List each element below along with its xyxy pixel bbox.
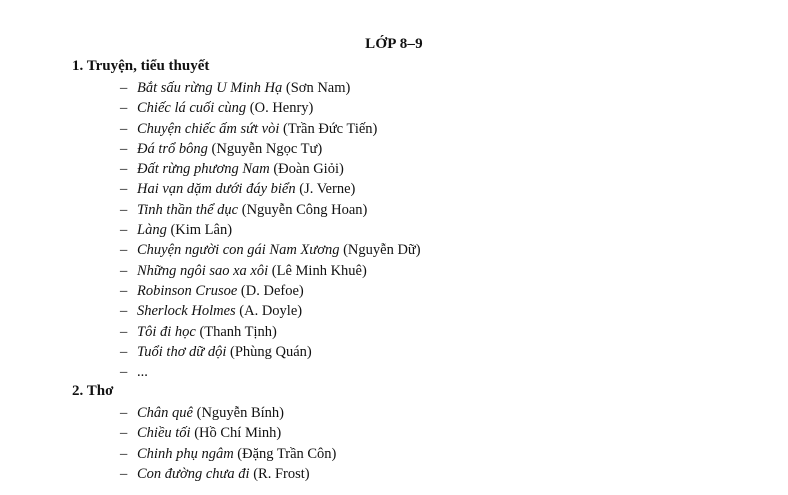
- work-author: (Nguyễn Bính): [196, 405, 284, 421]
- list-bullet: –: [120, 282, 128, 299]
- work-author: (Thanh Tịnh): [199, 323, 277, 340]
- list-bullet: –: [120, 181, 128, 198]
- list-item: [120, 322, 421, 342]
- work-author: (D. Defoe): [240, 282, 304, 299]
- work-author: (Nguyễn Công Hoan): [241, 201, 368, 218]
- work-title: Chinh phụ ngâm: [137, 445, 234, 462]
- work-title: Tinh thần thể dục: [137, 201, 239, 218]
- list-item: [120, 179, 421, 199]
- work-author: (Đặng Trần Côn): [237, 445, 337, 462]
- list-bullet: –: [120, 242, 128, 259]
- list-item: [120, 240, 421, 260]
- work-author: (A. Doyle): [239, 303, 303, 320]
- work-author: (O. Henry): [249, 100, 314, 117]
- work-title: Làng: [137, 222, 167, 239]
- list-bullet: –: [120, 100, 128, 117]
- stories-list: [120, 78, 421, 382]
- work-title: Chuyện người con gái Nam Xương: [137, 242, 340, 259]
- list-item: [120, 423, 336, 443]
- list-bullet: –: [120, 120, 128, 137]
- work-title: Tôi đi học: [137, 323, 196, 340]
- list-item: [120, 220, 421, 240]
- list-item: [120, 301, 421, 321]
- work-author: (Lê Minh Khuê): [271, 262, 367, 279]
- list-item: [120, 139, 421, 159]
- list-bullet: –: [120, 364, 128, 381]
- list-bullet: –: [120, 201, 128, 218]
- list-item: [120, 464, 336, 484]
- list-item: [120, 200, 421, 220]
- list-bullet: –: [120, 222, 128, 239]
- section-heading-poetry: 2. Thơ: [72, 383, 114, 399]
- list-item: [120, 342, 421, 362]
- list-bullet: –: [120, 465, 128, 482]
- work-title: Chiếc lá cuối cùng: [137, 100, 247, 117]
- list-bullet: –: [120, 262, 128, 279]
- work-title: Bắt sấu rừng U Minh Hạ: [137, 80, 283, 96]
- poetry-list: [120, 403, 336, 484]
- work-author: (R. Frost): [253, 465, 310, 482]
- work-title: Chân quê: [137, 405, 193, 421]
- list-bullet: –: [120, 323, 128, 340]
- work-author: (Kim Lân): [170, 222, 233, 239]
- work-author: (Đoàn Giỏi): [273, 161, 344, 178]
- list-item: [120, 281, 421, 301]
- list-bullet: –: [120, 161, 128, 178]
- list-item: [120, 119, 421, 139]
- work-author: (Nguyễn Dữ): [343, 242, 421, 259]
- work-title: Chiều tối: [137, 425, 191, 442]
- list-item: [120, 261, 421, 281]
- list-bullet: –: [120, 405, 128, 421]
- list-item: [120, 78, 421, 98]
- list-item: [120, 444, 336, 464]
- work-title: Hai vạn dặm dưới đáy biển: [137, 181, 296, 198]
- work-author: (Phùng Quán): [230, 343, 312, 360]
- work-title: Đất rừng phương Nam: [137, 161, 270, 178]
- work-author: (J. Verne): [299, 181, 356, 198]
- list-bullet: –: [120, 80, 128, 96]
- work-author: (Sơn Nam): [285, 80, 351, 96]
- work-title: Những ngôi sao xa xôi: [137, 262, 269, 279]
- list-bullet: –: [120, 140, 128, 157]
- work-title: Con đường chưa đi: [137, 465, 250, 482]
- list-bullet: –: [120, 303, 128, 320]
- work-title: Sherlock Holmes: [137, 303, 236, 320]
- work-title: Chuyện chiếc ấm sứt vòi: [137, 120, 280, 137]
- list-bullet: –: [120, 343, 128, 360]
- work-author: (Trần Đức Tiến): [283, 120, 378, 137]
- work-title: Tuổi thơ dữ dội: [137, 343, 227, 360]
- list-item: [120, 403, 336, 423]
- list-bullet: –: [120, 445, 128, 462]
- list-item: [120, 159, 421, 179]
- work-author: ...: [137, 364, 148, 381]
- list-item: [120, 98, 421, 118]
- work-title: Đá trổ bông: [137, 140, 208, 157]
- list-item: [120, 362, 421, 382]
- work-author: (Nguyễn Ngọc Tư): [211, 140, 323, 157]
- page-title: LỚP 8–9: [365, 36, 423, 52]
- work-author: (Hồ Chí Minh): [194, 425, 282, 442]
- list-bullet: –: [120, 425, 128, 442]
- work-title: Robinson Crusoe: [137, 282, 238, 299]
- section-heading-stories: 1. Truyện, tiểu thuyết: [72, 58, 210, 74]
